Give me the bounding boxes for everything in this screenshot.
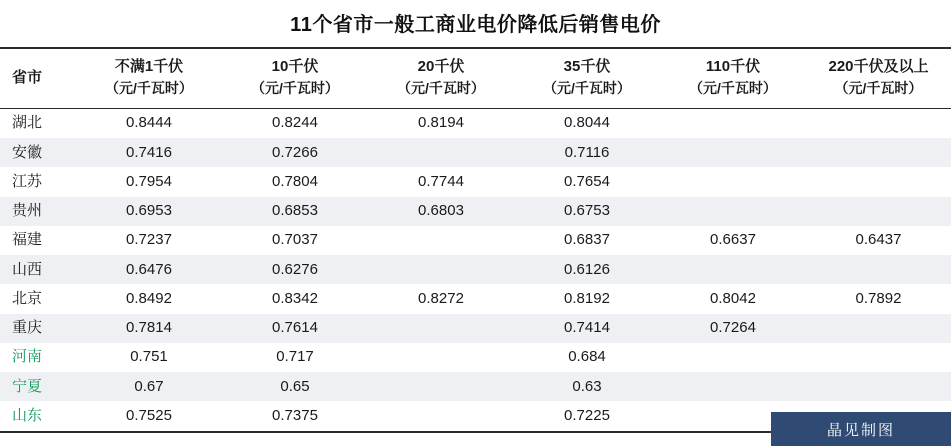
cell-value: 0.8194	[368, 108, 514, 138]
cell-value	[368, 255, 514, 284]
cell-value: 0.7892	[806, 284, 951, 313]
cell-value: 0.7744	[368, 167, 514, 196]
cell-value	[806, 167, 951, 196]
cell-value: 0.7225	[514, 401, 660, 431]
cell-value	[660, 138, 806, 167]
cell-value: 0.6637	[660, 226, 806, 255]
cell-value	[660, 372, 806, 401]
cell-value: 0.7375	[222, 401, 368, 431]
electricity-price-table	[0, 47, 951, 433]
cell-value	[806, 197, 951, 226]
cell-value: 0.8342	[222, 284, 368, 313]
column-header-110kv-unit: （元/千瓦时）	[689, 80, 777, 97]
cell-province: 贵州	[0, 197, 76, 226]
cell-value: 0.8272	[368, 284, 514, 313]
cell-province: 山西	[0, 255, 76, 284]
cell-value: 0.7414	[514, 314, 660, 343]
cell-value	[806, 343, 951, 372]
cell-value: 0.7264	[660, 314, 806, 343]
cell-value	[368, 343, 514, 372]
table-header-row	[0, 48, 951, 108]
column-header-province	[0, 48, 76, 108]
column-header-10kv	[222, 48, 368, 108]
cell-value: 0.8192	[514, 284, 660, 313]
table-header	[0, 48, 951, 108]
table-row	[0, 314, 951, 343]
cell-value: 0.63	[514, 372, 660, 401]
cell-value	[806, 314, 951, 343]
page-title: 11个省市一般工商业电价降低后销售电价	[290, 14, 661, 36]
cell-value: 0.6953	[76, 197, 222, 226]
table-row	[0, 343, 951, 372]
cell-value: 0.684	[514, 343, 660, 372]
cell-value	[806, 372, 951, 401]
table-row	[0, 372, 951, 401]
cell-value: 0.7954	[76, 167, 222, 196]
table-row	[0, 138, 951, 167]
column-header-110kv	[660, 48, 806, 108]
cell-value: 0.6853	[222, 197, 368, 226]
table-body	[0, 108, 951, 431]
cell-value: 0.8042	[660, 284, 806, 313]
cell-value: 0.6126	[514, 255, 660, 284]
cell-value: 0.8492	[76, 284, 222, 313]
cell-value: 0.6753	[514, 197, 660, 226]
cell-value: 0.8244	[222, 108, 368, 138]
cell-value	[660, 255, 806, 284]
column-header-20kv-unit: （元/千瓦时）	[397, 80, 485, 97]
cell-value: 0.6437	[806, 226, 951, 255]
table-row	[0, 197, 951, 226]
cell-value	[660, 197, 806, 226]
cell-province: 山东	[0, 401, 76, 431]
cell-value: 0.7654	[514, 167, 660, 196]
column-header-under-1kv-label: 不满1千伏	[114, 58, 184, 75]
cell-value: 0.6803	[368, 197, 514, 226]
table-row	[0, 284, 951, 313]
cell-value: 0.8444	[76, 108, 222, 138]
table-row	[0, 226, 951, 255]
cell-value: 0.7814	[76, 314, 222, 343]
cell-value: 0.7116	[514, 138, 660, 167]
cell-value: 0.717	[222, 343, 368, 372]
cell-province: 河南	[0, 343, 76, 372]
cell-value: 0.7804	[222, 167, 368, 196]
column-header-under-1kv-unit: （元/千瓦时）	[105, 80, 193, 97]
cell-value: 0.8044	[514, 108, 660, 138]
cell-value: 0.6837	[514, 226, 660, 255]
cell-value: 0.67	[76, 372, 222, 401]
column-header-10kv-unit: （元/千瓦时）	[251, 80, 339, 97]
cell-province: 湖北	[0, 108, 76, 138]
column-header-220kv-plus-unit: （元/千瓦时）	[834, 80, 923, 97]
cell-value: 0.7237	[76, 226, 222, 255]
column-header-35kv	[514, 48, 660, 108]
cell-value	[368, 401, 514, 431]
table-row	[0, 108, 951, 138]
cell-value	[806, 138, 951, 167]
column-header-province-label: 省市	[12, 68, 43, 86]
column-header-20kv-label: 20千伏	[417, 58, 465, 75]
cell-value: 0.6276	[222, 255, 368, 284]
credit-badge	[771, 412, 951, 446]
cell-value	[660, 167, 806, 196]
cell-province: 福建	[0, 226, 76, 255]
cell-province: 江苏	[0, 167, 76, 196]
cell-province: 重庆	[0, 314, 76, 343]
cell-value	[660, 343, 806, 372]
cell-value	[368, 372, 514, 401]
column-header-20kv	[368, 48, 514, 108]
cell-value: 0.7266	[222, 138, 368, 167]
credit-label: 晶见制图	[826, 421, 895, 439]
table-row	[0, 255, 951, 284]
cell-value: 0.7037	[222, 226, 368, 255]
column-header-220kv-plus	[806, 48, 951, 108]
column-header-110kv-label: 110千伏	[705, 58, 761, 75]
cell-value	[368, 226, 514, 255]
column-header-10kv-label: 10千伏	[271, 58, 319, 75]
cell-value: 0.6476	[76, 255, 222, 284]
cell-value	[660, 108, 806, 138]
cell-province: 宁夏	[0, 372, 76, 401]
column-header-under-1kv	[76, 48, 222, 108]
cell-value: 0.751	[76, 343, 222, 372]
cell-value	[806, 255, 951, 284]
cell-value	[806, 108, 951, 138]
column-header-35kv-label: 35千伏	[563, 58, 611, 75]
cell-value	[368, 314, 514, 343]
cell-value: 0.65	[222, 372, 368, 401]
cell-value	[368, 138, 514, 167]
cell-value: 0.7614	[222, 314, 368, 343]
cell-province: 北京	[0, 284, 76, 313]
column-header-220kv-plus-label: 220千伏及以上	[828, 58, 929, 75]
table-row	[0, 167, 951, 196]
column-header-35kv-unit: （元/千瓦时）	[543, 80, 631, 97]
cell-province: 安徽	[0, 138, 76, 167]
cell-value: 0.7416	[76, 138, 222, 167]
cell-value: 0.7525	[76, 401, 222, 431]
